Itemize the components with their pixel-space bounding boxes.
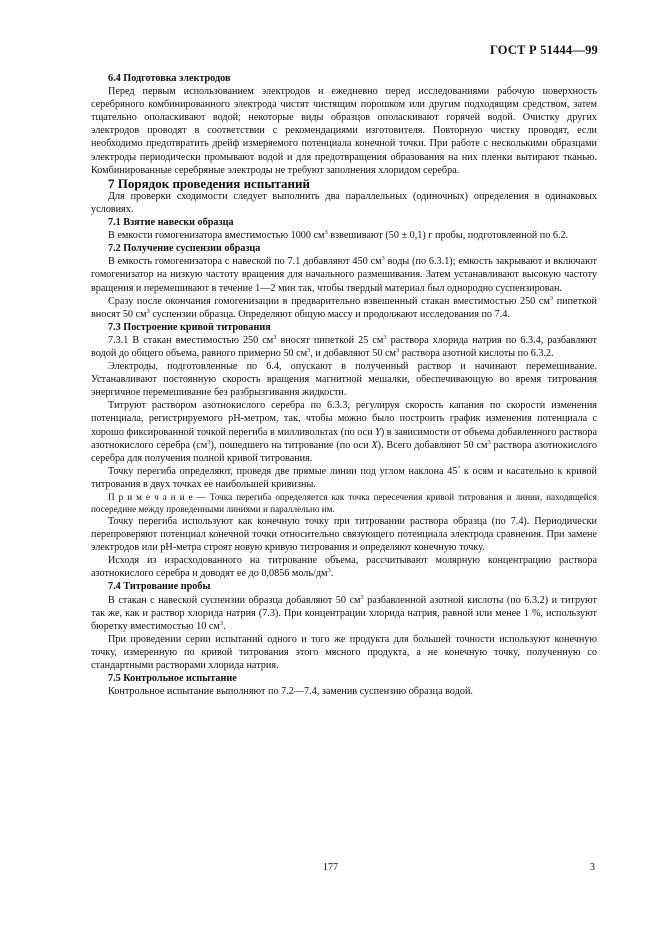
note-text: — Точка перегиба определяется как точка пересечения кривой титрования и линии, находящейся посередине между проведенными линиями и параллельно им. xyxy=(91,492,597,514)
note xyxy=(91,491,597,515)
section-7-3-1-paragraph: 7.3.1 В стакан вместимостью 250 $см^3$ вносят пипеткой 25 $см^3$ раствора хлорида натрия по 6.3.4, разбавляют водой до общего объема, равного примерно 50 $см^3$, и добавляют 50 $см^3$ раствора азотной кислоты по 6.3.2. xyxy=(91,333,598,359)
section-7-3-paragraph-4: Точку перегиба определяют, проведя две прямые линии под углом наклона 45° к осям и касательно к кривой титрования в двух точках ее наибольшей кривизны. xyxy=(91,464,597,490)
section-7-3-title: 7.3 Построение кривой титрования xyxy=(108,321,271,333)
section-7-5-title: 7.5 Контрольное испытание xyxy=(108,673,237,685)
section-7-title: 7 Порядок проведения испытаний xyxy=(108,175,310,191)
document-body xyxy=(91,72,597,698)
section-7-4-paragraph-2: При проведении серии испытаний одного и того же продукта для большей точности используют конечную точку, измеренную по кривой титрования этого мясного продукта, а не конечную точку, полученную со стандартными растворами хлорида натрия. xyxy=(91,633,597,672)
section-7-2-title: 7.2 Получение суспензии образца xyxy=(108,243,261,255)
section-6-4-title: 6.4 Подготовка электродов xyxy=(108,73,231,84)
section-7-3-paragraph-5: Точку перегиба используют как конечную точку при титровании раствора образца (по 7.4). Периодически перепроверяют потенциал конечной точки относительно связующего потенциала электрода сравнения. При замене электродов или рН-метра строят новую кривую титрования и определяют конечную точку. xyxy=(91,516,597,554)
section-7-3-paragraph-2: Электроды, подготовленные по 6.4, опускают в полученный раствор и начинают перемешивание. Устанавливают постоянную скорость вращения магнитной мешалки, обеспечивающую во время титрования энергичное перемешивание без разбрызгивания жидкости. xyxy=(91,361,597,399)
section-7-3-paragraph-6: Исходя из израсходованного на титрование объема, рассчитывают молярную концентрацию раствора азотнокислого серебра и доводят ее до 0,0856 моль/$дм^3$. xyxy=(91,555,597,580)
section-7-2-paragraph-1: В емкость гомогенизатора с навеской по 7.1 добавляют 450 $см^3$ воды (по 6.3.1); емкость закрывают и включают гомогенизатор на низкую частоту вращения для начального размешивания. Затем устанавливают высокую частоту вращения и перемешивают в течение 1—2 мин так, чтобы твердый материал был однородно суспензирован. xyxy=(91,255,598,294)
section-7-1-paragraph: В емкости гомогенизатора вместимостью 1000 $см^3$ взвешивают (50 ± 0,1) г пробы, подготовленной по 6.2. xyxy=(108,229,569,242)
standard-code: ГОСТ Р 51444—99 xyxy=(489,43,598,57)
section-7-4-paragraph-1: В стакан с навеской суспензии образца добавляют 50 $см^3$ разбавленной азотной кислоты (по 6.3.2) и титруют так же, как и раствор хлорида натрия (7.3). При концентрации хлорида натрия, равной или менее 1 %, используют бюретку вместимостью 10 $см^3$. xyxy=(91,593,597,632)
section-7-1-title: 7.1 Взятие навески образца xyxy=(108,217,234,229)
note-label: П р и м е ч а н и е xyxy=(108,492,193,502)
section-6-4-paragraph: Перед первым использованием электродов и ежедневно перед исследованиями рабочую поверхность серебряного комбинированного электрода чистят чистящим порошком или другим подходящим средством, затем тщательно ополаскивают водой; некоторые виды образцов ополаскивают горячей водой. Очистку других электродов проводят в соответствии с рекомендациями изготовителя. Повторную чистку проводят, если необходимо предотвратить дрейф измеряемого потенциала конечной точки. При работе с несколькими образцами электроды периодически промывают водой и для предотвращения образования на них пленки вытирают тканью. Комбинированные серебряные электроды не требуют заполнения хлоридом серебра. xyxy=(91,86,597,176)
page-number-center: 177 xyxy=(322,862,339,873)
section-7-4-title: 7.4 Титрование пробы xyxy=(108,581,211,593)
section-7-2-paragraph-2: Сразу после окончания гомогенизации в предварительно взвешенный стакан вместимостью 250 $см^3$ пипеткой вносят 50 $см^3$ суспензии образца. Определяют общую массу и продолжают исследования по 7.4. xyxy=(91,294,598,320)
page-number-right: 3 xyxy=(589,862,595,873)
section-7-5-paragraph: Контрольное испытание выполняют по 7.2—7.4, заменив суспензию образца водой. xyxy=(108,686,473,698)
section-7-3-paragraph-3: Титруют раствором азотнокислого серебра по 6.3.3, регулируя скорость капания по скорости изменения потенциала, регистрируемого рН-метром, так, чтобы можно было построить график изменения потенциала с хорошо фиксированной точкой перегиба в милливольтах (по оси Y) в зависимости от объема добавленного раствора азотнокислого серебра $(см^3)$, пошедшего на титрование (по оси X). Всего добавляют 50 $см^3$ раствора азотнокислого серебра для получения полной кривой титрования. xyxy=(91,400,598,464)
section-7-intro: Для проверки сходимости следует выполнить два параллельных (одиночных) определения в одинаковых условиях. xyxy=(91,190,597,215)
